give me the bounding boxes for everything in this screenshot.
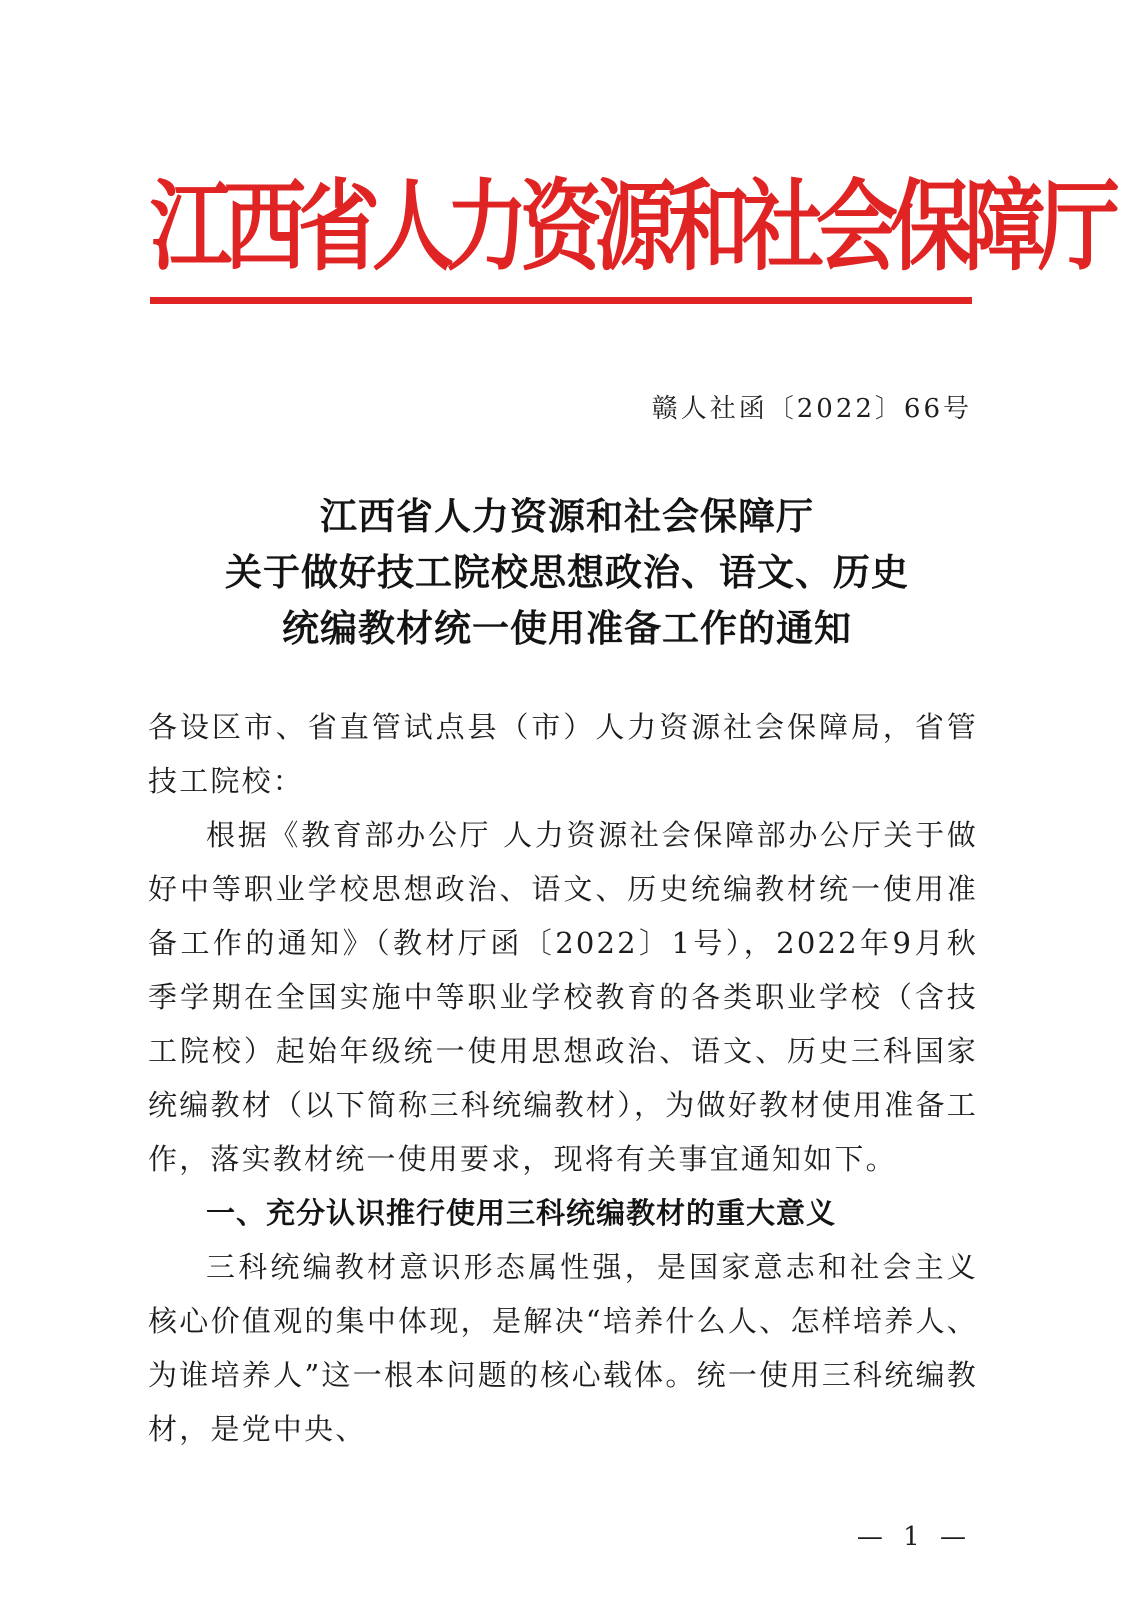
red-header-rule — [150, 297, 972, 304]
title-line: 关于做好技工院校思想政治、语文、历史 — [225, 550, 909, 594]
document-number: 赣人社函〔2022〕66号 — [651, 394, 972, 424]
body-paragraph: 根据《教育部办公厅 人力资源社会保障部办公厅关于做好中等职业学校思想政治、语文、历史统编教材统一使用准备工作的通知》（教材厅函〔2022〕1号），2022年9月秋季学期在全国实施中等职业学校教育的各类职业学校（含技工院校）起始年级统一使用思想政治、语文、历史三科国家统编教材（以下简称三科统编教材），为做好教材使用准备工作，落实教材统一使用要求，现将有关事宜通知如下。 — [148, 818, 978, 1176]
title-line: 江西省人力资源和社会保障厅 — [320, 494, 814, 538]
salutation: 各设区市、省直管试点县（市）人力资源社会保障局，省管技工院校： — [148, 710, 978, 798]
document-title — [100, 488, 1034, 656]
page-number: — 1 — — [856, 1522, 972, 1552]
section-heading: 一、充分认识推行使用三科统编教材的重大意义 — [206, 1196, 837, 1230]
masthead-title: 江西省人力资源和社会保障厅 — [150, 169, 1113, 285]
title-line: 统编教材统一使用准备工作的通知 — [282, 606, 852, 650]
document-body — [148, 700, 978, 1456]
body-paragraph: 三科统编教材意识形态属性强，是国家意志和社会主义核心价值观的集中体现，是解决“培养什么人、怎样培养人、为谁培养人”这一根本问题的核心载体。统一使用三科统编教材，是党中央、 — [148, 1250, 978, 1446]
